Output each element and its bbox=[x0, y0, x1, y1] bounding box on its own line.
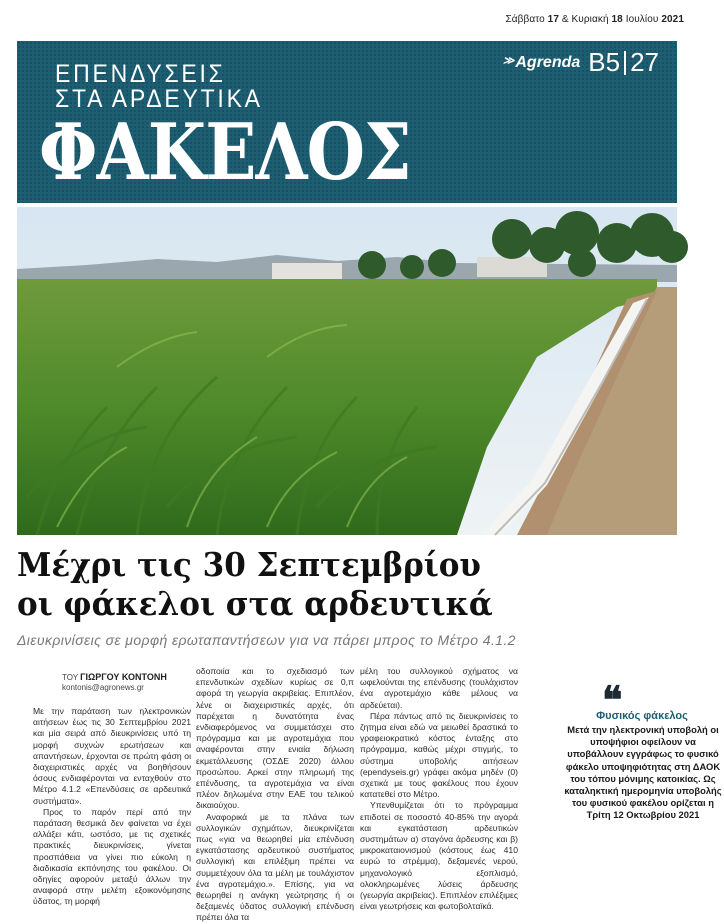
issue-date: Σάββατο 17 & Κυριακή 18 Ιουλίου 2021 bbox=[505, 14, 684, 25]
corn-field-image bbox=[17, 207, 677, 535]
article-column-3 bbox=[360, 666, 518, 912]
section-code: B5 bbox=[588, 47, 621, 77]
sidebar-title: Φυσικός φάκελος bbox=[596, 710, 688, 722]
brand-block bbox=[503, 47, 659, 78]
paragraph: Προς το παρόν περί από την παράταση θεσμικά δεν φαίνεται να έχει αλλάξει κάτι, ωστόσο, με τις σχετικές πρακτικές διευκρινίσεις, γίνεται προσπάθεια να γίνει πιο εύκολη η διαδικασία εκπόνησης του φακέλου. Οι οδηγίες αφορούν μεταξύ άλλων την αναφορά στην μελέτη εξοικονόμησης ύδατος, τη μορφή bbox=[33, 806, 191, 907]
agrenda-logo: ≫ Agrenda bbox=[503, 54, 580, 72]
sidebar-text: Μετά την ηλεκτρονική υποβολή οι υποψήφιοι οφείλουν να υποβάλλουν εγγράφως το φυσικό φάκελο υποψηφιότητας στη ΔΑΟΚ του τόπου μόνιμης κατοικίας. Ως καταληκτική ημερομηνία υποβολής του φυσικού φακέλου ορίζεται η Τρίτη 12 Οκτωβρίου 2021 bbox=[564, 724, 722, 821]
paragraph: Με την παράταση των ηλεκτρονικών αιτήσεων έως τις 30 Σεπτεμβρίου 2021 και μία σειρά από διευκρινίσεις υπό τη μορφή συχνών ερωτήσεων και απαντήσεων, έρχονται σε πρώτη φάση οι διαχειριστικές αρχές να βοηθήσουν όσους ενδιαφέρονται να ενταχθούν στο Μέτρο 4.1.2 «Επενδύσεις σε αρδευτικά συστήματα». bbox=[33, 706, 191, 806]
page-number: 27 bbox=[630, 47, 659, 77]
article-column-1 bbox=[33, 706, 191, 907]
author-email: kontonis@agronews.gr bbox=[62, 683, 144, 692]
paragraph: μέλη του συλλογικού σχήματος να ωφελούνται της επένδυσης (τουλάχιστον ένα αγροτεμάχιο κάθε μέλους να αρδεύεται). bbox=[360, 666, 518, 710]
paragraph: Υπενθυμίζεται ότι το πρόγραμμα επιδοτεί σε ποσοστό 40-85% την αγορά και εγκατάσταση αρδευτικών συστημάτων α) σταγόνα άρδευσης και β) μικροκαταιονισμού (κόστους έως 410 ευρώ το στρέμμα), δεξαμενές νερού, μηχανολογικό εξοπλισμό, ολοκληρωμένες λύσεις άρδευσης (γεωργία ακριβείας). Επιπλέον επιλέξιμες είναι γεωτρήσεις και φωτοβολταϊκά. bbox=[360, 800, 518, 912]
quote-icon: ❝ bbox=[602, 677, 623, 722]
divider bbox=[624, 51, 626, 75]
section-banner bbox=[17, 41, 677, 203]
paragraph: Αναφορικά με τα πλάνα των συλλογικών σχημάτων, διευκρινίζεται πως «για να θεωρηθεί μία επένδυση εγκατάστασης αρδευτικού συστήματος συλλογική και επιλέξιμη πρέπει να συμμετέχουν όλα τα μέλη με τουλάχιστον ένα αγροτεμάχιο.». Επίσης, για να θεωρηθεί η ανάγκη γεώτρησης ή οι δεξαμενές ύδατος συλλογική επένδυση πρέπει όλα τα bbox=[196, 811, 354, 923]
corn-field-photo bbox=[17, 207, 677, 535]
kicker-line-2: ΣΤΑ ΑΡΔΕΥΤΙΚΑ bbox=[55, 85, 263, 113]
paragraph: Πέρα πάντως από τις διευκρινίσεις το ζητημα είναι εδώ να μειωθεί δραστικά το γραφειοκρατικό κόστος ένταξης στο πρόγραμμα, καθώς μέχρι στιγμής, το σύστημα υποβολής αιτήσεων (ependyseis.gr) γράφει ακόμα μηδέν (0) σχετικά με τους φακέλους που έχουν κατατεθεί στο Μέτρο. bbox=[360, 710, 518, 800]
section-title: ΦΑΚΕΛΟΣ bbox=[39, 107, 411, 198]
paragraph: οδοποιία και το σχεδιασμό των επενδυτικών σχεδίων κυρίως σε 0,π αφορά τη γεωργία ακριβείας. Επιπλέον, λένε οι διαχειριστικές αρχές, ότι παρέχεται η δυνατότητα ένας ενδιαφερόμενος να συμμετάσχει στο πρόγραμμα και με αγροτεμάχια που αναφέρονται στην ενιαία δήλωση εκμετάλλευσης (ΟΣΔΕ 2020) άλλου προσώπου. Αρκεί στην πληρωμή της επένδυσης, τα αγροτεμάχια να είναι πλέον δηλωμένα στην ΕΑΕ του τελικού δικαιούχου. bbox=[196, 666, 354, 811]
article-column-2 bbox=[196, 666, 354, 923]
article-subhead: Διευκρινίσεις σε μορφή ερωταπαντήσεων για να πάρει μπρος το Μέτρο 4.1.2 bbox=[17, 632, 516, 648]
kicker-line-1: ΕΠΕΝΔΥΣΕΙΣ bbox=[55, 60, 226, 88]
sidebar-box bbox=[560, 663, 722, 853]
article-headline: Μέχρι τις 30 Σεπτεμβρίου οι φάκελοι στα αρδευτικά bbox=[17, 545, 493, 623]
author-byline: ΤΟΥ ΓΙΩΡΓΟΥ ΚΟΝΤΟΝΗ kontonis@agronews.gr bbox=[62, 672, 167, 692]
